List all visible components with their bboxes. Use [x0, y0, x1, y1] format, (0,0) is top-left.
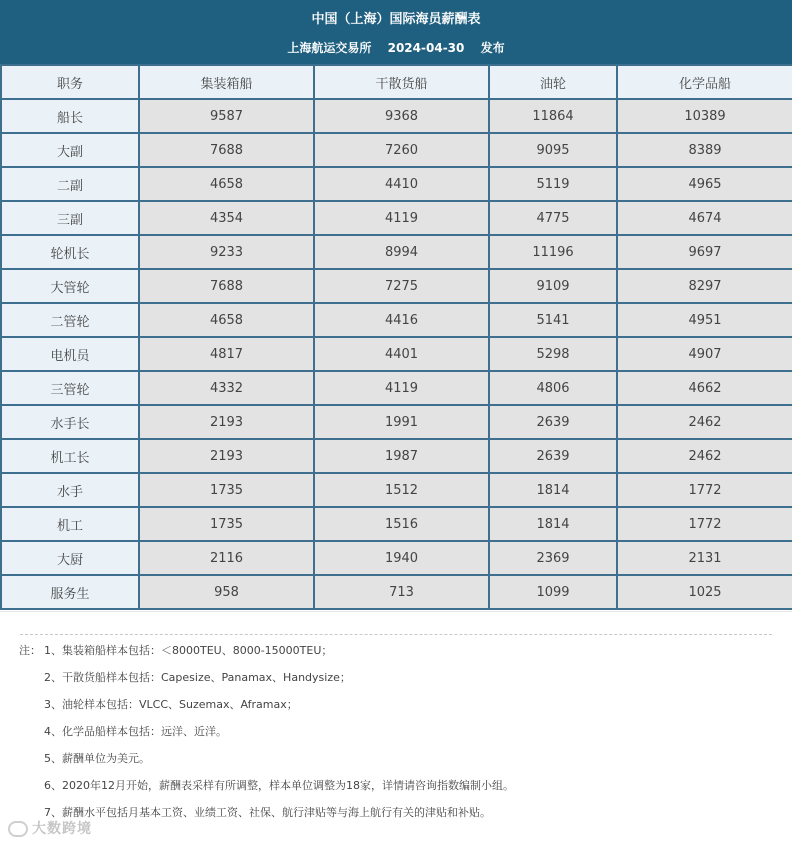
- salary-cell: 1735: [139, 473, 314, 507]
- table-row: [1, 473, 792, 507]
- salary-cell: 4119: [314, 371, 489, 405]
- salary-cell: 1772: [617, 507, 792, 541]
- salary-cell: 4416: [314, 303, 489, 337]
- salary-cell: 4951: [617, 303, 792, 337]
- salary-cell: 4775: [489, 201, 617, 235]
- salary-cell: 4662: [617, 371, 792, 405]
- notes-divider: [20, 634, 772, 635]
- page-title: 中国（上海）国际海员薪酬表: [311, 12, 481, 27]
- note-item: 7、薪酬水平包括月基本工资、业绩工资、社保、航行津贴等与海上航行有关的津贴和补贴。: [44, 806, 491, 819]
- role-cell: 机工长: [1, 439, 139, 473]
- salary-cell: 1512: [314, 473, 489, 507]
- salary-cell: 1991: [314, 405, 489, 439]
- table-row: [1, 269, 792, 303]
- role-cell: 机工: [1, 507, 139, 541]
- role-cell: 三管轮: [1, 371, 139, 405]
- role-cell: 二管轮: [1, 303, 139, 337]
- column-header: 化学品船: [617, 65, 792, 99]
- salary-cell: 9095: [489, 133, 617, 167]
- salary-cell: 4658: [139, 167, 314, 201]
- salary-cell: 2369: [489, 541, 617, 575]
- salary-cell: 7688: [139, 133, 314, 167]
- salary-cell: 4817: [139, 337, 314, 371]
- salary-cell: 4410: [314, 167, 489, 201]
- role-cell: 大管轮: [1, 269, 139, 303]
- salary-cell: 1516: [314, 507, 489, 541]
- salary-cell: 9368: [314, 99, 489, 133]
- column-header: 职务: [1, 65, 139, 99]
- salary-cell: 1099: [489, 575, 617, 609]
- note-item: 1、集装箱船样本包括：＜8000TEU、8000-15000TEU；: [44, 644, 333, 657]
- role-cell: 二副: [1, 167, 139, 201]
- salary-cell: 1987: [314, 439, 489, 473]
- watermark-logo-icon: [8, 821, 28, 837]
- salary-cell: 4907: [617, 337, 792, 371]
- notes-section: [0, 611, 792, 844]
- salary-table: [0, 64, 792, 610]
- salary-cell: 2639: [489, 439, 617, 473]
- salary-cell: 9697: [617, 235, 792, 269]
- table-row: [1, 167, 792, 201]
- salary-cell: 713: [314, 575, 489, 609]
- notes-prefix: 注：: [19, 644, 41, 657]
- note-item: 4、化学品船样本包括：远洋、近洋。: [44, 725, 227, 738]
- column-header: 油轮: [489, 65, 617, 99]
- salary-cell: 9109: [489, 269, 617, 303]
- salary-cell: 4806: [489, 371, 617, 405]
- salary-cell: 2462: [617, 405, 792, 439]
- salary-cell: 2193: [139, 405, 314, 439]
- salary-cell: 8297: [617, 269, 792, 303]
- table-row: [1, 337, 792, 371]
- table-body: [1, 99, 792, 609]
- role-cell: 电机员: [1, 337, 139, 371]
- salary-cell: 1025: [617, 575, 792, 609]
- column-header: 干散货船: [314, 65, 489, 99]
- salary-cell: 958: [139, 575, 314, 609]
- role-cell: 大厨: [1, 541, 139, 575]
- salary-cell: 2131: [617, 541, 792, 575]
- table-row: [1, 303, 792, 337]
- salary-cell: 7260: [314, 133, 489, 167]
- note-item: 6、2020年12月开始，薪酬表采样有所调整，样本单位调整为18家，详情请咨询指数编制小组。: [44, 779, 514, 792]
- role-cell: 三副: [1, 201, 139, 235]
- salary-cell: 9587: [139, 99, 314, 133]
- table-row: [1, 235, 792, 269]
- role-cell: 水手: [1, 473, 139, 507]
- salary-cell: 11864: [489, 99, 617, 133]
- table-row: [1, 133, 792, 167]
- publish-label: 发布: [480, 41, 505, 55]
- watermark-text: 大数跨境: [32, 821, 92, 837]
- table-row: [1, 541, 792, 575]
- role-cell: 船长: [1, 99, 139, 133]
- column-header: 集装箱船: [139, 65, 314, 99]
- table-row: [1, 405, 792, 439]
- salary-cell: 8389: [617, 133, 792, 167]
- salary-cell: 9233: [139, 235, 314, 269]
- table-row: [1, 371, 792, 405]
- publish-date: 2024-04-30: [387, 41, 465, 55]
- salary-cell: 1814: [489, 507, 617, 541]
- salary-cell: 10389: [617, 99, 792, 133]
- salary-cell: 5298: [489, 337, 617, 371]
- salary-cell: 1814: [489, 473, 617, 507]
- salary-cell: 4401: [314, 337, 489, 371]
- salary-cell: 11196: [489, 235, 617, 269]
- table-row: [1, 507, 792, 541]
- salary-cell: 8994: [314, 235, 489, 269]
- note-item: 3、油轮样本包括：VLCC、Suzemax、Aframax；: [44, 698, 298, 711]
- salary-cell: 1735: [139, 507, 314, 541]
- salary-cell: 4965: [617, 167, 792, 201]
- publisher: 上海航运交易所: [287, 41, 372, 55]
- table-row: [1, 575, 792, 609]
- salary-cell: 4354: [139, 201, 314, 235]
- publish-info: [0, 39, 792, 56]
- salary-cell: 2193: [139, 439, 314, 473]
- salary-cell: 4658: [139, 303, 314, 337]
- salary-cell: 5119: [489, 167, 617, 201]
- salary-cell: 4332: [139, 371, 314, 405]
- salary-cell: 1940: [314, 541, 489, 575]
- watermark: [8, 818, 92, 838]
- table-header-row: [1, 65, 792, 99]
- salary-cell: 4119: [314, 201, 489, 235]
- table-row: [1, 99, 792, 133]
- salary-cell: 1772: [617, 473, 792, 507]
- salary-cell: 2639: [489, 405, 617, 439]
- table-row: [1, 201, 792, 235]
- table-header-banner: [0, 0, 792, 64]
- salary-cell: 4674: [617, 201, 792, 235]
- salary-cell: 7275: [314, 269, 489, 303]
- note-item: 2、干散货船样本包括：Capesize、Panamax、Handysize；: [44, 671, 351, 684]
- salary-cell: 5141: [489, 303, 617, 337]
- role-cell: 服务生: [1, 575, 139, 609]
- salary-cell: 7688: [139, 269, 314, 303]
- role-cell: 大副: [1, 133, 139, 167]
- salary-cell: 2116: [139, 541, 314, 575]
- role-cell: 轮机长: [1, 235, 139, 269]
- role-cell: 水手长: [1, 405, 139, 439]
- salary-cell: 2462: [617, 439, 792, 473]
- note-item: 5、薪酬单位为美元。: [44, 752, 150, 765]
- table-row: [1, 439, 792, 473]
